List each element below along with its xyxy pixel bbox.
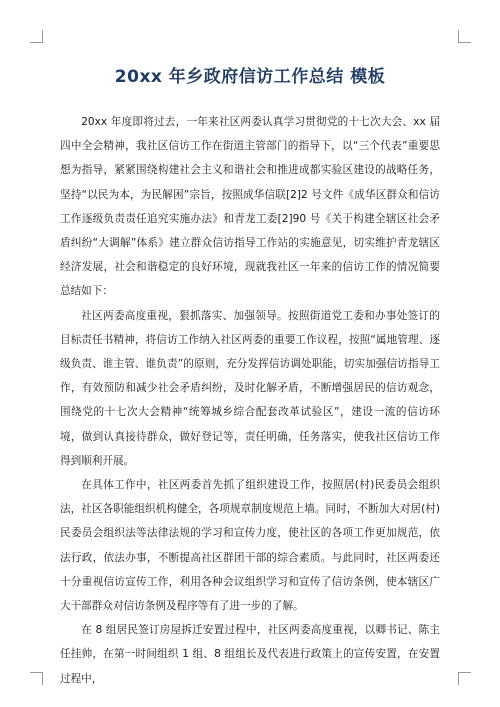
- paragraph-leadership: 社区两委高度重视，狠抓落实、加强领导。按照街道党工委和办事处签订的目标责任书精神，将信访工作纳入社区两委的重要工作议程，按照“属地管理、逐级负责、谁主管、谁负责”的原则，充分发挥信访调处职能，切实加强信访指导工作，有效预防和减少社会矛盾纠纷，及时化解矛盾，不断增强居民的信访观念，围绕党的十七次大会精神“统筹城乡综合配套改革试验区”，建设一流的信访环境，做到认真接待群众，做好登记等，责任明确，任务落实，使我社区信访工作得到顺利开展。: [60, 309, 440, 467]
- paragraph-organization: 在具体工作中，社区两委首先抓了组织建设工作，按照居(村)民委员会组织法，社区各职能组织机构健全，各项规章制度规范上墙。同时，不断加大对居(村)民委员会组织法等法律法规的学习和宣传力度，使社区的各项工作更加规范，依法行政，依法办事，不断提高社区群团干部的综合素质。与此同时，社区两委还十分重视信访宣传工作，利用各种会议组织学习和宣传了信访条例，使本辖区广大干部群众对信访条例及程序等有了进一步的了解。: [60, 479, 440, 613]
- crop-mark-bottom-left: [30, 672, 43, 685]
- paragraph-relocation: 在 8 组居民签订房屋拆迁安置过程中，社区两委高度重视，以卿书记、陈主任挂帅，在第一时间组织 1 组、8 组组长及代表进行政策上的宣传安置，在安置过程中，: [60, 624, 440, 685]
- crop-mark-top-left: [30, 30, 43, 43]
- document-title: 20xx 年乡政府信访工作总结 模板: [114, 67, 386, 87]
- crop-mark-bottom-right: [458, 672, 471, 685]
- document-body: [60, 110, 440, 691]
- paragraph-intro: 20xx 年度即将过去，一年来社区两委认真学习贯彻党的十七次大会、xx 届四中全会精神，我社区信访工作在街道主管部门的指导下，以“三个代表”重要思想为指导，紧紧围绕构建社会主义和谐社会和推进成都实验区建设的战略任务，坚持“以民为本，为民解困”宗旨，按照成华信联[2]2 号文件《成华区群众和信访工作逐级负责责任追究实施办法》和青龙工委[2]90 号《关于构建全辖区社会矛盾纠纷“大调解”体系》建立群众信访指导工作站的实施意见，切实维护青龙辖区经济发展，社会和谐稳定的良好环境，现就我社区一年来的信访工作的情况简要总结如下：: [60, 116, 440, 298]
- crop-mark-top-right: [458, 30, 471, 43]
